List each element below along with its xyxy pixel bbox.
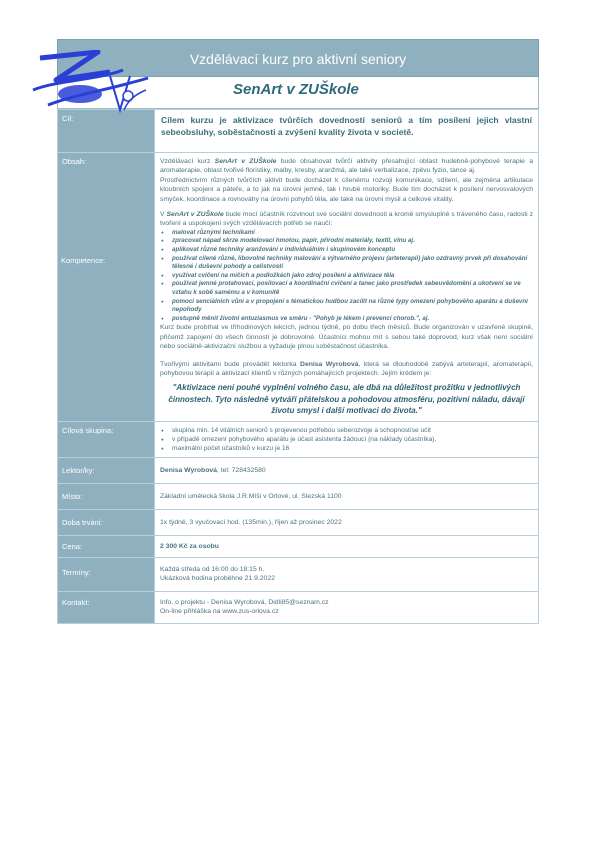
- contact-email-line: Info. o projektu - Denisa Wyrobová, Didli85@seznam.cz: [160, 598, 329, 606]
- label-kompetence: Kompetence:: [61, 256, 106, 265]
- lecturer-name: Denisa Wyrobová: [160, 466, 217, 474]
- label-lektor: Lektor/ky:: [58, 457, 155, 483]
- venue-text: Základní umělecká škola J.R.Míši v Orlové, ul. Slezská 1100: [155, 483, 539, 509]
- list-item: ● malovat různými technikami: [160, 229, 533, 238]
- row-doba: [58, 509, 539, 535]
- motto-quote: "Aktivizace není pouhé vyplnění volného času, ale dbá na důležitost prožitku v jednotlivých činnostech. Tyto následně vytváří přátelskou a pohodovou atmosféru, pozitivní náladu, dávají životu smysl i další motivaci do života.": [168, 383, 525, 416]
- row-cilova: [58, 421, 539, 457]
- course-name: SenArt v ZUŠkole: [233, 81, 359, 98]
- list-item: ● využívat cvičení na míčích a podložkách jako zdroj posílení a aktivizace těla: [160, 272, 533, 281]
- list-item: ● používat cílené různé, libovolné techniky malování a výtvarného projevu (arteterapii) jako ozdravný prvek při dosahování tělesné i duševní pohody a celistvosti: [160, 255, 533, 272]
- list-item: ● zpracovat nápad skrze modelovací hmotou, papír, přírodní materiály, textil, vlnu aj.: [160, 237, 533, 246]
- label-doba: Doba trvání:: [58, 509, 155, 535]
- list-item: ● aplikovat různé techniky aranžování v individuálním i skupinovém konceptu: [160, 246, 533, 255]
- target-group-list: [160, 426, 533, 453]
- content-cell: [155, 153, 539, 422]
- label-obsah: Obsah:: [62, 157, 87, 166]
- label-kontakt: Kontakt:: [58, 591, 155, 623]
- page-title: Vzdělávací kurz pro aktivní seniory: [57, 39, 539, 77]
- duration-text: 1x týdně, 3 vyučovací hod. (135min.), říjen až prosinec 2022: [155, 509, 539, 535]
- price-text: 2 300 Kč za osobu: [155, 535, 539, 557]
- info-table: [57, 109, 539, 624]
- lecturer-intro: Tvořivými aktivitami bude provádět lektorka Denisa Wyrobová, která se dlouhodobě zabývá arteterapií, aromaterapií, pohybovou terapií a aktivizací klientů v různých pomáhajících projektech. Jejím krédem je:: [160, 360, 533, 377]
- obsah-paragraph-2: Prostřednictvím různých tvůrčích aktivit bude docházet k cílenému rozvoji komunikace, sdílení, ale zejména artikulace kloubních spojení a páteře, a to jak na úrovni jemné, tak i hrubé motoriky. Bude tím docházet k posílení nervosvalových smyček, koordinace a rovnováhy na úrovni pohybů těla, ale také na úrovni mysli a celkové vitality.: [160, 176, 533, 203]
- label-misto: Místo:: [58, 483, 155, 509]
- skills-list: [160, 229, 533, 324]
- course-organization-text: Kurz bude probíhat ve tříhodinových lekcích, jednou týdně, po dobu třech měsíců. Bude organizován v uzavřené skupině, přičemž zapojení do všech činností je dobrovolné. Účastníci mohou mít s sebou také doprovod, kurz však není sociální nebo sociálně-aktivizační službou a vyžaduje plnou soběstačnost účastníka.: [160, 324, 533, 351]
- lecturer-phone: , tel: 728432580: [216, 466, 266, 474]
- music-note-logo: [28, 50, 158, 120]
- list-item: ● pomocí senciálních vůní a v propojení s tématickou hudbou zacílit na různé typy omezení pohybového aparátu a duševní nepohody: [160, 298, 533, 315]
- goal-text: Cílem kurzu je aktivizace tvůrčích dovedností seniorů a tím posílení jejich vlastní sebeobsluhy, soběstačnosti a zvýšení kvality života v societě.: [161, 115, 532, 137]
- label-terminy: Termíny:: [58, 557, 155, 591]
- obsah-paragraph-1: Vzdělávací kurz SenArt v ZUŠkole bude obsahovat tvůrčí aktivity přesahující oblast hudebně-pohybové terapie a aromaterapie, oblast tvořivé floristiky, malby, kresby, aranžmá, ale také verbalizace, zpěvu fyzio, tance aj.: [160, 158, 533, 175]
- list-item: ● maximální počet účastníků v kurzu je 16: [160, 444, 533, 453]
- contact-web-line: On-line přihláška na www.zus-orlova.cz: [160, 608, 279, 616]
- row-kontakt: [58, 591, 539, 623]
- row-lektor: [58, 457, 539, 483]
- row-obsah: [58, 153, 539, 422]
- label-cil: Cíl:: [58, 110, 155, 153]
- list-item: ● používat jemné protahovací, posilovací a koordinační cvičení a tanec jako prostředek sebeuvědomění a ukotvení se ve vztahu k sobě samému a v komunitě: [160, 280, 533, 297]
- kompetence-intro: V SenArt v ZUŠkole bude mocí účastník rozvinout své sociální dovednosti a kromě smysluplně s tráveného času, radosti z tvoření a uspokojení svých vzdělávacích potřeb se naučí:: [160, 211, 533, 228]
- label-cena: Cena:: [58, 535, 155, 557]
- course-sheet: [57, 39, 539, 624]
- schedule-line: Každá středa od 16:00 do 18:15 h.: [160, 565, 265, 573]
- list-item: ● skupina min. 14 vitálních seniorů s projevenou potřebou seberozvoje a schopnostíse učit: [160, 426, 533, 435]
- row-cena: [58, 535, 539, 557]
- list-item: ● postupně měnit životní entuziasmus ve směru - "Pohyb je lékem i prevencí chorob.", aj.: [160, 315, 533, 324]
- row-terminy: [58, 557, 539, 591]
- list-item: ● v případě omezení pohybového aparátu je účast asistenta žádoucí (na náklady účastníka).: [160, 435, 533, 444]
- label-cilova: Cílová skupina:: [58, 421, 155, 457]
- row-misto: [58, 483, 539, 509]
- demo-lesson-line: Ukázková hodina proběhne 21.9.2022: [160, 575, 275, 583]
